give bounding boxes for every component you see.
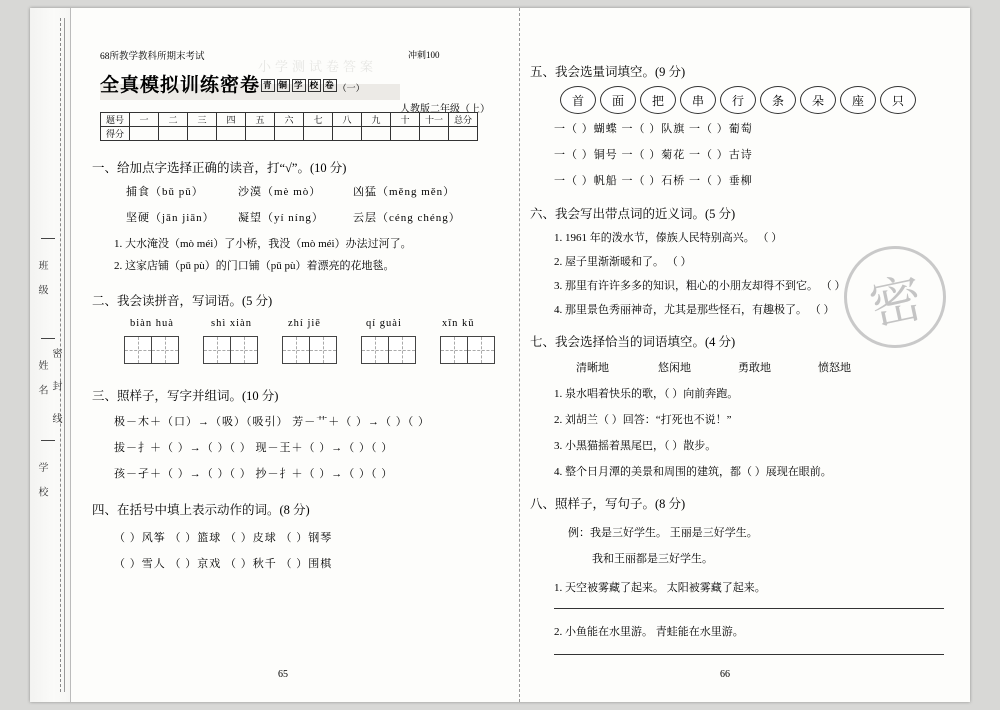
q5-row-2[interactable]: 一（ ）铜号 一（ ）菊花 一（ ）古诗: [554, 149, 753, 161]
q8-example-a: 我是三好学生。 王丽是三好学生。: [590, 527, 758, 539]
q7-item-2[interactable]: 2. 刘胡兰（ ）回答：“打死也不说！”: [554, 414, 732, 426]
title-box-0: 青: [263, 80, 273, 90]
学校-rule: [41, 440, 55, 441]
title-box-4: 卷: [325, 80, 335, 90]
q7-bank-3[interactable]: 愤怒地: [818, 362, 851, 374]
question-3-heading: 三、照样子，写字并组词。(10 分): [92, 389, 279, 403]
answer-rule-2[interactable]: [554, 654, 944, 655]
q1-item-2[interactable]: 2. 这家店铺（pū pù）的门口铺（pū pù）着漂亮的花地毯。: [114, 260, 395, 272]
tian-zi-ge-cell[interactable]: [361, 336, 389, 364]
score-cell-blank[interactable]: [333, 127, 362, 141]
tian-zi-ge-cell[interactable]: [124, 336, 152, 364]
measure-word-oval[interactable]: 行: [720, 86, 756, 114]
q7-item-4[interactable]: 4. 整个日月潭的美景和周围的建筑，都（ ）展现在眼前。: [554, 466, 832, 478]
label-class: 班 级: [36, 260, 47, 301]
question-4-heading: 四、在括号中填上表示动作的词。(8 分): [92, 503, 310, 517]
q1-choice-row-2a[interactable]: 坚硬（jān jiān）: [126, 212, 215, 224]
q2-pinyin-2: zhí jiē: [288, 318, 321, 329]
table-row: [101, 127, 478, 141]
question-7-heading: 七、我会选择恰当的词语填空。(4 分): [530, 335, 736, 349]
q5-row-1[interactable]: 一（ ）蝴蝶 一（ ）队旗 一（ ）葡萄: [554, 123, 753, 135]
score-cell-blank[interactable]: [391, 127, 420, 141]
label-sealing-line: 密 封 线: [50, 348, 61, 433]
measure-word-oval[interactable]: 朵: [800, 86, 836, 114]
score-cell: 得分: [101, 127, 130, 141]
score-cell: 四: [217, 113, 246, 127]
score-table: [100, 112, 478, 141]
tian-zi-ge-cell[interactable]: [440, 336, 468, 364]
q2-answer-grids[interactable]: [124, 336, 495, 364]
page-number-right: 66: [720, 669, 730, 680]
score-cell-blank[interactable]: [449, 127, 478, 141]
score-cell-blank[interactable]: [246, 127, 275, 141]
score-cell-blank[interactable]: [275, 127, 304, 141]
measure-word-oval[interactable]: 首: [560, 86, 596, 114]
score-cell: 七: [304, 113, 333, 127]
score-cell: 三: [188, 113, 217, 127]
measure-word-oval[interactable]: 条: [760, 86, 796, 114]
q5-word-bank: [560, 86, 916, 114]
watermark-text: 小学测试卷答案: [258, 59, 378, 74]
tian-zi-ge-cell[interactable]: [152, 336, 179, 364]
tian-zi-ge-pair[interactable]: [282, 336, 337, 364]
tian-zi-ge-pair[interactable]: [361, 336, 416, 364]
score-cell: 总分: [449, 113, 478, 127]
q1-choice-row-2b[interactable]: 凝望（yí níng）: [238, 212, 324, 224]
q1-choice-row-1b[interactable]: 沙漠（mè mò）: [238, 186, 322, 198]
姓名-rule: [41, 338, 55, 339]
q1-choice-row-1[interactable]: 捕食（bǔ pǔ）: [126, 186, 204, 198]
score-cell: 九: [362, 113, 391, 127]
question-8-heading: 八、照样子，写句子。(8 分): [530, 497, 686, 511]
tian-zi-ge-pair[interactable]: [440, 336, 495, 364]
q4-row-2[interactable]: （ ）雪人 （ ）京戏 （ ）秋千 （ ）围棋: [114, 558, 333, 570]
measure-word-oval[interactable]: 串: [680, 86, 716, 114]
score-cell: 题号: [101, 113, 130, 127]
q7-bank-1[interactable]: 悠闲地: [658, 362, 691, 374]
q7-bank-0[interactable]: 清晰地: [576, 362, 609, 374]
q7-item-1[interactable]: 1. 泉水唱着快乐的歌，（ ）向前奔跑。: [554, 388, 739, 400]
measure-word-oval[interactable]: 座: [840, 86, 876, 114]
page-title-text: 全真模拟训练密卷: [100, 75, 261, 96]
page-title: [100, 70, 365, 97]
tian-zi-ge-cell[interactable]: [389, 336, 416, 364]
title-box-1: 铜: [278, 80, 289, 90]
q6-item-2[interactable]: 2. 屋子里渐渐暖和了。 （ ）: [554, 256, 692, 268]
title-box-3: 校: [309, 80, 320, 90]
q5-row-3[interactable]: 一（ ）帆船 一（ ）石桥 一（ ）垂柳: [554, 175, 753, 187]
q8-item-1[interactable]: 1. 天空被雾藏了起来。 太阳被雾藏了起来。: [554, 582, 766, 594]
q8-example-prefix: 例：: [568, 527, 590, 539]
score-cell-blank[interactable]: [304, 127, 333, 141]
seal-stamp: 密: [835, 237, 956, 358]
label-name: 姓 名: [36, 360, 47, 401]
score-cell-blank[interactable]: [188, 127, 217, 141]
q3-row-2[interactable]: 拔－扌＋（ ）→（ ）（ ） 现－王＋（ ）→（ ）（ ）: [114, 442, 394, 454]
right-page: [530, 8, 960, 702]
score-cell-blank[interactable]: [420, 127, 449, 141]
score-cell-blank[interactable]: [130, 127, 159, 141]
question-5-heading: 五、我会选量词填空。(9 分): [530, 65, 686, 79]
score-cell: 六: [275, 113, 304, 127]
score-cell: 十一: [420, 113, 449, 127]
q8-example-b: 我和王丽都是三好学生。: [592, 553, 713, 565]
exam-header-left: 68所教学教科所期末考试: [100, 52, 205, 62]
score-cell: 八: [333, 113, 362, 127]
exam-header-right: 冲刺100: [408, 50, 440, 60]
q2-pinyin-3: qí guài: [366, 318, 402, 329]
班级-rule: [41, 238, 55, 239]
question-6-heading: 六、我会写出带点词的近义词。(5 分): [530, 207, 736, 221]
tian-zi-ge-pair[interactable]: [124, 336, 179, 364]
tian-zi-ge-pair[interactable]: [203, 336, 258, 364]
exam-page: [30, 8, 970, 702]
answer-rule-1[interactable]: [554, 608, 944, 609]
score-cell: 一: [130, 113, 159, 127]
title-box-2: 学: [294, 80, 304, 90]
score-cell: 十: [391, 113, 420, 127]
q2-pinyin-0: biàn huà: [130, 318, 174, 329]
q1-choice-row-1c[interactable]: 凶猛（měng měn）: [353, 186, 456, 198]
q7-bank-2[interactable]: 勇敢地: [738, 362, 771, 374]
measure-word-oval[interactable]: 面: [600, 86, 636, 114]
q4-row-1[interactable]: （ ）风筝 （ ）篮球 （ ）皮球 （ ）钢琴: [114, 532, 333, 544]
q6-item-1[interactable]: 1. 1961 年的泼水节，傣族人民特别高兴。 （ ）: [554, 232, 783, 244]
measure-word-oval[interactable]: 只: [880, 86, 916, 114]
sealing-strip: [30, 8, 71, 702]
score-cell-blank[interactable]: [159, 127, 188, 141]
q2-pinyin-4: xīn kǔ: [442, 318, 475, 329]
measure-word-oval[interactable]: 把: [640, 86, 676, 114]
solid-fold-line: [64, 18, 65, 692]
question-1-heading: 一、给加点字选择正确的读音，打“√”。(10 分): [92, 161, 347, 175]
score-cell-blank[interactable]: [217, 127, 246, 141]
q3-row-3[interactable]: 孩－孑＋（ ）→（ ）（ ） 抄－扌＋（ ）→（ ）（ ）: [114, 468, 394, 480]
tian-zi-ge-cell[interactable]: [468, 336, 495, 364]
q2-pinyin-1: shì xiàn: [211, 318, 252, 329]
q7-item-3[interactable]: 3. 小黑猫摇着黑尾巴，（ ）散步。: [554, 440, 717, 452]
table-row: [101, 113, 478, 127]
q1-item-1[interactable]: 1. 大水淹没（mò méi）了小桥，我没（mò méi）办法过河了。: [114, 238, 412, 250]
grade-label: 人教版二年级（上）: [400, 104, 490, 115]
tian-zi-ge-cell[interactable]: [231, 336, 258, 364]
question-2-heading: 二、我会读拼音，写词语。(5 分): [92, 294, 273, 308]
label-school: 学 校: [36, 462, 47, 503]
q8-item-2[interactable]: 2. 小鱼能在水里游。 青蛙能在水里游。: [554, 626, 744, 638]
score-cell: 二: [159, 113, 188, 127]
page-divider: [519, 8, 520, 702]
q1-choice-row-2c[interactable]: 云层（céng chéng）: [353, 212, 461, 224]
tian-zi-ge-cell[interactable]: [282, 336, 310, 364]
tian-zi-ge-cell[interactable]: [310, 336, 337, 364]
q3-row-1[interactable]: 极－木＋（口）→（吸）（吸引） 芳－艹＋（ ）→（ ）（ ）: [114, 416, 430, 428]
q8-example-label: [568, 524, 758, 540]
left-page: [78, 8, 508, 702]
q6-item-3[interactable]: 3. 那里有许许多多的知识，粗心的小朋友却得不到它。 （ ）: [554, 280, 846, 292]
score-cell-blank[interactable]: [362, 127, 391, 141]
score-cell: 五: [246, 113, 275, 127]
page-number-left: 65: [278, 669, 288, 680]
tian-zi-ge-cell[interactable]: [203, 336, 231, 364]
title-suffix: （一）: [337, 83, 365, 93]
q6-item-4[interactable]: 4. 那里景色秀丽神奇，尤其是那些怪石，有趣极了。 （ ）: [554, 304, 835, 316]
